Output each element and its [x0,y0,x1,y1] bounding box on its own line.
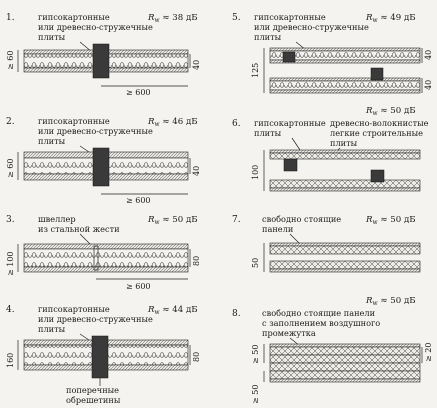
panel-2-number: 2. [6,117,15,127]
panel-7-fibre-bottom [270,261,420,269]
panel-7-board-2 [270,269,420,272]
panel-3-rw: $R_w \approx 50$ дБ [148,215,198,226]
panel-3-label-1: швеллер [38,214,76,224]
panel-6-label-2: плиты [254,128,282,138]
panel-4-label-3: плиты [38,324,66,334]
panel-5-stud-top [283,52,295,62]
panel-5-number: 5. [232,13,241,23]
panel-1-label-1: гипсокартонные [38,12,110,22]
panel-6-number: 6. [232,119,241,129]
panel-1-label-3: плиты [38,32,66,42]
panel-2-dim-core: 40 [192,165,201,176]
panel-6-label-5: легкие строительные [330,128,423,138]
panel-4-dim-core: 80 [192,351,201,362]
panel-6-label-6: плиты [330,138,358,148]
panel-8-board-2 [270,379,420,382]
panel-8-number: 8. [232,309,241,319]
panel-1-dim-spacing: ≥ 600 [126,88,151,97]
panel-3-number: 3. [6,215,15,225]
panel-1-number: 1. [6,13,15,23]
panel-7 [232,214,420,272]
panel-4-label-5: обрешетины [66,395,121,405]
panel-8-label-3: промежутка [262,328,316,338]
panel-7-dim-thickness: 50 [251,257,260,268]
panel-5-dim-bottom: 40 [424,79,433,90]
panel-8-fibre-3 [270,363,420,371]
panel-6-label-4: древесно-волокнистые [330,118,429,128]
panel-7-board-1 [270,243,420,246]
panel-5-rw: $R_w \approx 49$ дБ [366,13,416,24]
panel-6-stud-bottom [371,170,384,182]
panel-7-number: 7. [232,215,241,225]
panel-8-label-1: свободно стоящие панели [262,308,376,318]
panel-3 [6,214,201,291]
panel-6 [232,106,429,191]
panel-8-rw: $R_w \approx 50$ дБ [366,296,416,307]
panel-7-rw: $R_w \approx 50$ дБ [366,215,416,226]
panel-2-stud [93,148,109,186]
panel-1-label-2: или древесно-стружечные [38,22,153,32]
panel-4-rw: $R_w \approx 44$ дБ [148,305,198,316]
panel-6-fibre-top [270,153,420,159]
panel-6-rw: $R_w \approx 50$ дБ [366,106,416,117]
panel-3-insulation [24,249,188,267]
panel-4-number: 4. [6,305,15,315]
panel-1 [6,12,201,97]
panel-2-label-2: или древесно-стружечные [38,126,153,136]
panel-1-dim-thickness: ≥ 60 [6,50,15,70]
panel-4-stud [92,336,108,378]
panel-6-stud-top [284,159,297,171]
panel-6-board-1 [270,150,420,153]
panel-8 [232,296,433,404]
panel-8-fibre-2 [270,355,420,363]
panel-5-board-4 [270,90,420,93]
panel-4-dim-thickness: 160 [6,352,15,368]
panel-5-insulation-bottom [270,81,420,90]
panel-8-fibre-4 [270,371,420,379]
panel-3-board-top [24,244,188,249]
panel-8-label-2: с заполнением воздушного [262,318,381,328]
panel-8-dim-bottom: ≥ 50 [251,384,260,404]
panel-1-dim-core: 40 [192,59,201,70]
panel-3-dim-thickness: ≥ 100 [6,251,15,276]
panel-8-board-1 [270,344,420,347]
panel-3-label-2: из стальной жести [38,224,120,234]
panel-7-fibre-top [270,246,420,254]
panel-6-dim-thickness: 100 [251,164,260,180]
panel-3-dim-spacing: ≥ 600 [126,282,151,291]
panel-3-board-bottom [24,267,188,272]
panel-5-stud-bottom [371,68,383,80]
panel-2-label-1: гипсокартонные [38,116,110,126]
panel-4-label-4: поперечные [66,385,120,395]
panel-6-fibre-bottom [270,180,420,188]
panel-4 [6,304,201,405]
panel-5-label-2: или древесно-стружечные [254,22,369,32]
panel-4-label-2: или древесно-стружечные [38,314,153,324]
panel-7-label-2: панели [262,224,294,234]
panel-3-dim-core: 80 [192,255,201,266]
panel-5-label-1: гипсокартонные [254,12,326,22]
panel-8-fibre-1 [270,347,420,355]
panel-7-label-1: свободно стоящие [262,214,342,224]
panel-5-board-3 [270,78,420,81]
panel-2 [6,116,201,205]
panel-8-dim-top: ≥ 50 [251,344,260,364]
panel-2-dim-spacing: ≥ 600 [126,196,151,205]
panel-5-dim-top: 40 [424,49,433,60]
panel-2-label-3: плиты [38,136,66,146]
panel-5-label-3: плиты [254,32,282,42]
panel-5 [232,12,433,93]
panel-6-label-1: гипсокартонные [254,118,326,128]
panel-5-dim-thickness: 125 [251,62,260,78]
panel-1-rw: $R_w \approx 38$ дБ [148,13,198,24]
panel-5-board-1 [270,48,420,51]
panel-4-label-1: гипсокартонные [38,304,110,314]
panel-2-rw: $R_w \approx 46$ дБ [148,117,198,128]
panel-2-dim-thickness: ≥ 60 [6,158,15,178]
panel-6-board-2 [270,188,420,191]
panel-1-stud [93,44,109,78]
panel-8-dim-gap: ≥ 20 [424,342,433,362]
